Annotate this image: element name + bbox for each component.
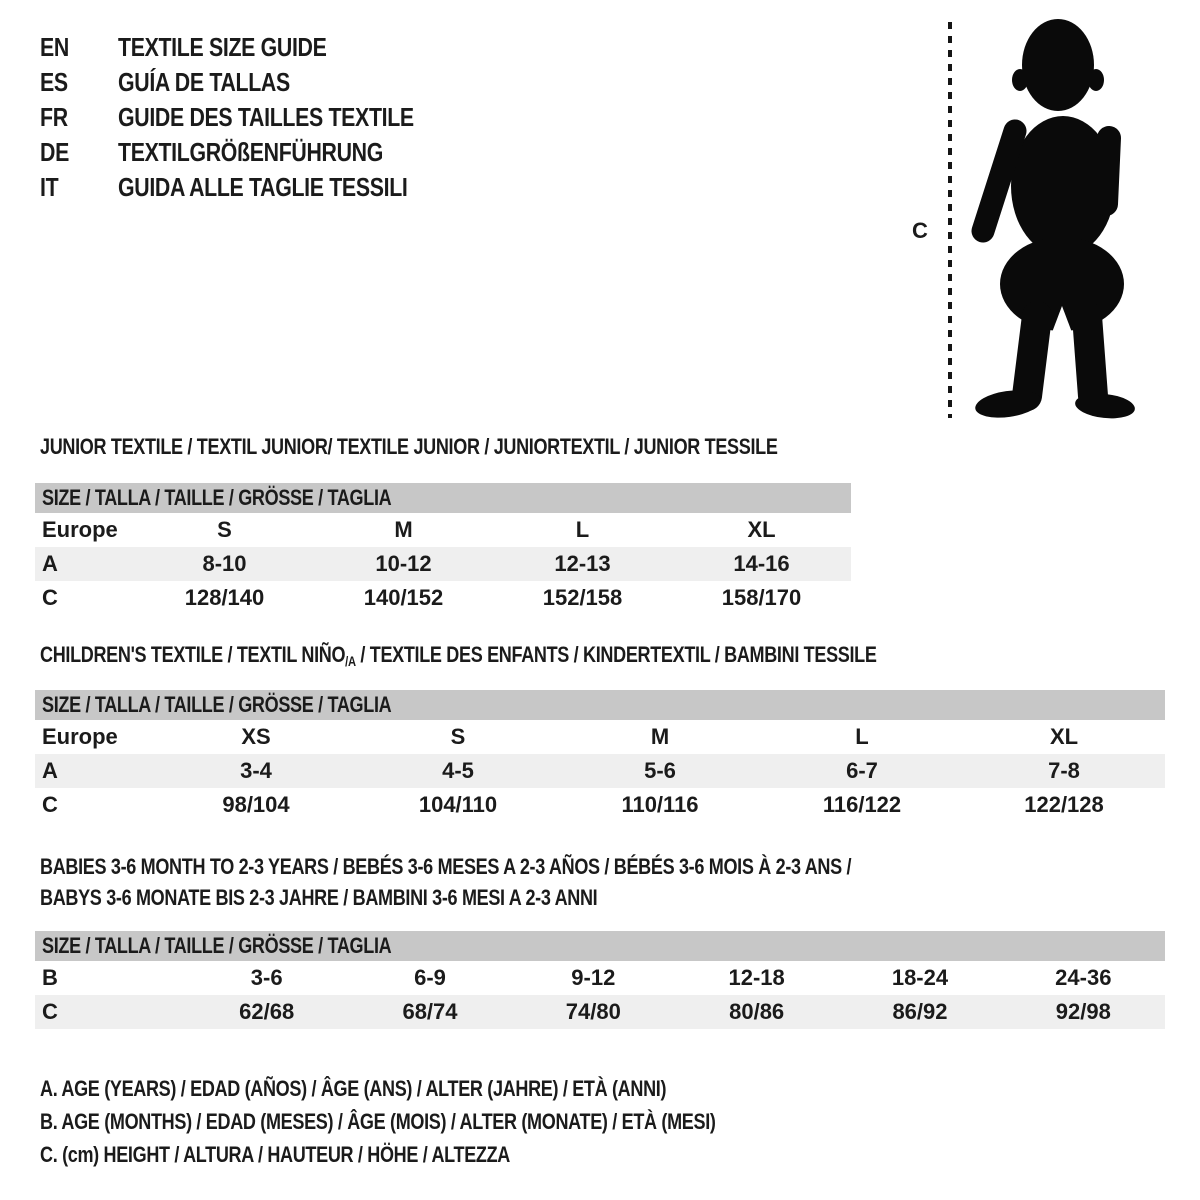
table-row [35, 513, 851, 547]
cell: 3-4 [240, 758, 272, 783]
cell: 128/140 [184, 585, 265, 610]
size-header-bar: SIZE / TALLA / TAILLE / GRÖSSE / TAGLIA [35, 931, 1165, 961]
cell: 158/170 [721, 585, 802, 610]
cell: 140/152 [363, 585, 444, 610]
babies-section-title: BABIES 3-6 MONTH TO 2-3 YEARS / BEBÉS 3-6 MESES A 2-3 AÑOS / BÉBÉS 3-6 MOIS À 2-3 ANS / BABYS 3-6 MONATE BIS 2-3 JAHRE / BAMBINI 3-6 MESI A 2-3 ANNI [40, 854, 852, 910]
cell: 12-13 [554, 551, 611, 576]
language-code: FR [40, 102, 68, 132]
cell: 18-24 [891, 965, 949, 990]
cell: 9-12 [571, 965, 616, 990]
toddler-silhouette-graphic [900, 10, 1160, 430]
legend-line-c: C. (cm) HEIGHT / ALTURA / HAUTEUR / HÖHE / ALTEZZA [40, 1142, 511, 1167]
height-figure [900, 10, 1160, 430]
babies-size-table [35, 931, 1165, 1029]
cell: M [394, 517, 413, 542]
legend-line-b: B. AGE (MONTHS) / EDAD (MESES) / ÂGE (MOIS) / ALTER (MONATE) / ETÀ (MESI) [40, 1109, 716, 1134]
cell: 152/158 [542, 585, 623, 610]
cell: XS [241, 724, 271, 749]
cell: S [450, 724, 466, 749]
children-size-table [35, 690, 1165, 822]
children-section-title: CHILDREN'S TEXTILE / TEXTIL $NIÑO_{/A}$ / TEXTILE DES ENFANTS / KINDERTEXTIL / BAMBINI TESSILE [40, 642, 877, 669]
language-row [40, 65, 479, 100]
cell: 5-6 [644, 758, 676, 783]
cell: XL [747, 517, 776, 542]
language-code: EN [40, 32, 69, 62]
cell: 74/80 [565, 999, 621, 1024]
junior-section-title: JUNIOR TEXTILE / TEXTIL JUNIOR/ TEXTILE JUNIOR / JUNIORTEXTIL / JUNIOR TESSILE [40, 434, 778, 459]
language-label: GUIDE DES TAILLES TEXTILE [118, 102, 414, 132]
cell: 98/104 [222, 792, 290, 817]
row-label: C [42, 585, 58, 610]
language-list [40, 30, 479, 205]
junior-size-table [35, 483, 851, 615]
cell: 24-36 [1055, 965, 1112, 990]
language-row [40, 170, 479, 205]
cell: 3-6 [250, 965, 283, 990]
cell: M [650, 724, 670, 749]
cell: 68/74 [402, 999, 458, 1024]
cell: 4-5 [442, 758, 474, 783]
language-label: TEXTILE SIZE GUIDE [118, 32, 327, 62]
language-label: GUÍA DE TALLAS [118, 67, 290, 97]
table-row [35, 754, 1165, 788]
cell: 62/68 [239, 999, 295, 1024]
table-row [35, 961, 1165, 995]
size-header-bar: SIZE / TALLA / TAILLE / GRÖSSE / TAGLIA [35, 690, 1165, 720]
table-row [35, 788, 1165, 822]
cell: 92/98 [1055, 999, 1111, 1024]
row-label: C [42, 999, 58, 1024]
cell: 80/86 [729, 999, 785, 1024]
cell: 116/122 [822, 792, 902, 817]
cell: 6-9 [414, 965, 446, 990]
row-label: A [42, 551, 58, 576]
row-label: Europe [42, 724, 118, 749]
cell: 7-8 [1048, 758, 1080, 783]
cell: 110/116 [621, 792, 699, 817]
cell: 12-18 [728, 965, 785, 990]
language-code: IT [40, 172, 59, 202]
language-row [40, 100, 479, 135]
row-label: B [42, 965, 58, 990]
language-label: GUIDA ALLE TAGLIE TESSILI [118, 172, 408, 202]
legend [40, 1072, 864, 1171]
cell: S [217, 517, 232, 542]
row-label: C [42, 792, 58, 817]
toddler-silhouette [974, 19, 1137, 421]
size-header-bar: SIZE / TALLA / TAILLE / GRÖSSE / TAGLIA [35, 483, 851, 513]
row-label: Europe [42, 517, 118, 542]
cell: 104/110 [418, 792, 498, 817]
language-row [40, 135, 479, 170]
height-measure-label: C [912, 218, 928, 243]
cell: 10-12 [375, 551, 432, 576]
language-code: ES [40, 67, 68, 97]
legend-line-a: A. AGE (YEARS) / EDAD (AÑOS) / ÂGE (ANS) / ALTER (JAHRE) / ETÀ (ANNI) [40, 1076, 667, 1101]
table-row [35, 995, 1165, 1029]
cell: 86/92 [892, 999, 948, 1024]
cell: 8-10 [202, 551, 247, 576]
cell: 122/128 [1024, 792, 1104, 817]
table-row [35, 581, 851, 615]
language-label: TEXTILGRÖßENFÜHRUNG [118, 137, 384, 167]
cell: 6-7 [846, 758, 878, 783]
cell: XL [1049, 724, 1079, 749]
language-row [40, 30, 479, 65]
cell: 14-16 [733, 551, 790, 576]
cell: L [575, 517, 590, 542]
table-row [35, 720, 1165, 754]
row-label: A [42, 758, 58, 783]
table-row [35, 547, 851, 581]
cell: L [855, 724, 869, 749]
language-code: DE [40, 137, 69, 167]
